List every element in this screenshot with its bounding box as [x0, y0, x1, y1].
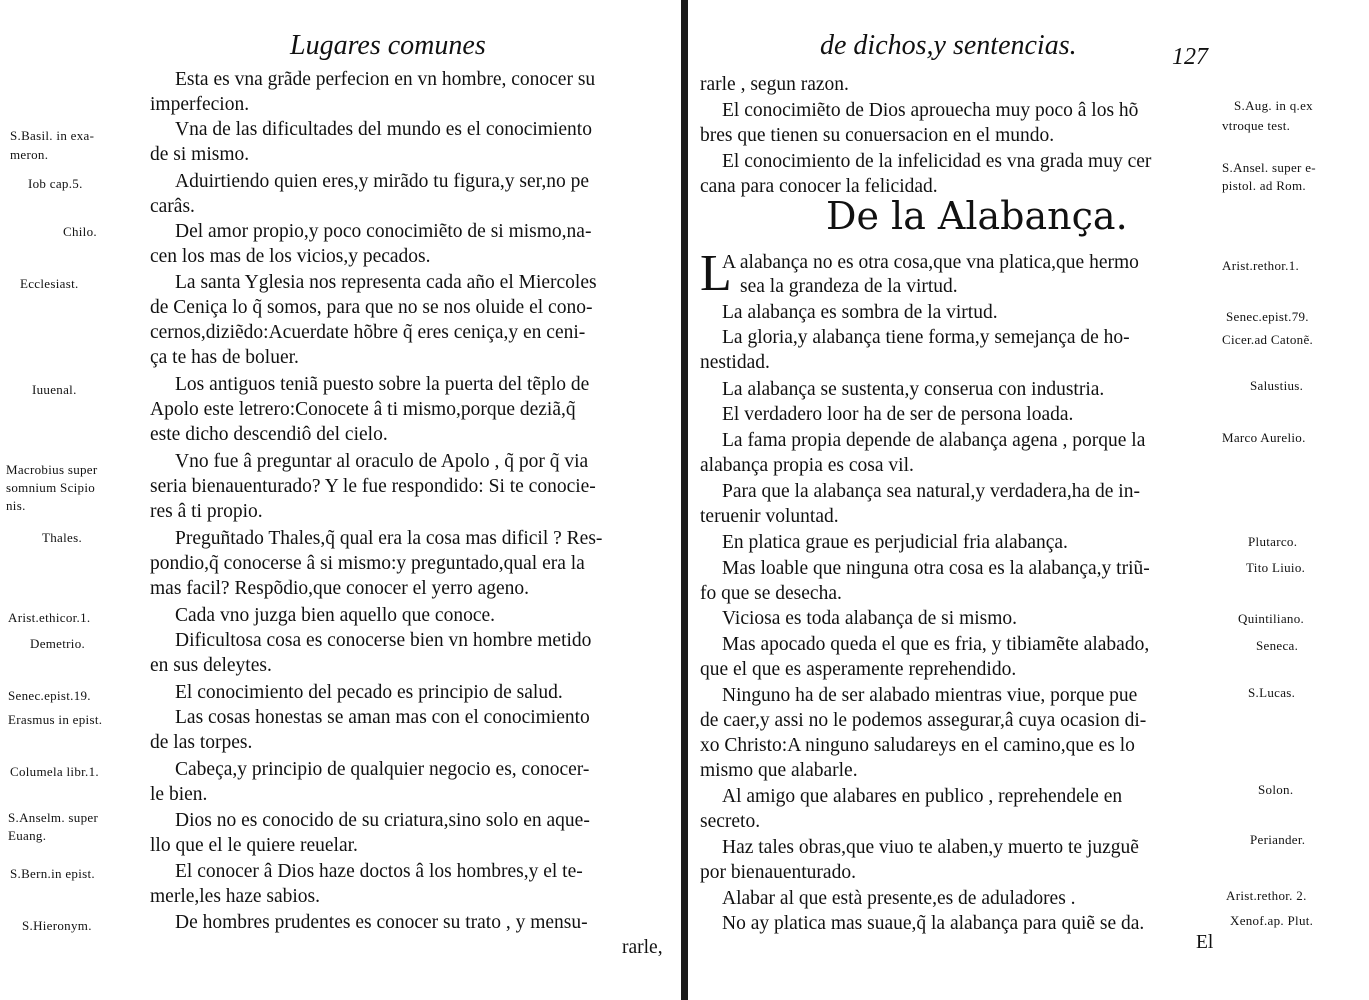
margin-note: Salustius.: [1250, 378, 1304, 393]
text-line: llo que el le quiere reuelar.: [150, 835, 358, 856]
margin-note: Xenof.ap. Plut.: [1230, 913, 1314, 928]
text-line: de caer,y assi no le podemos assegurar,â cuya ocasion di-: [700, 710, 1147, 731]
text-line: La fama propia depende de alabança agena , porque la: [722, 430, 1146, 451]
margin-note: Cicer.ad Catonẽ.: [1222, 332, 1314, 347]
text-line: Vna de las dificultades del mundo es el conocimiento: [175, 119, 592, 140]
margin-note: Erasmus in epist.: [8, 712, 103, 727]
text-line: Los antiguos teniã puesto sobre la puerta del tẽplo de: [175, 374, 590, 395]
text-line: Mas loable que ninguna otra cosa es la alabança,y triũ-: [722, 558, 1150, 579]
margin-note: Tito Liuio.: [1246, 560, 1306, 575]
text-line: pondio,q̃ conocerse â si mismo:y preguntado,qual era la: [150, 553, 585, 574]
margin-note: Arist.rethor.1.: [1222, 258, 1300, 273]
text-line: La gloria,y alabança tiene forma,y semejança de ho-: [722, 327, 1130, 348]
text-line: Cada vno juzga bien aquello que conoce.: [175, 605, 496, 626]
text-line: este dicho descendiô del cielo.: [150, 424, 388, 445]
margin-note: Quintiliano.: [1238, 611, 1305, 626]
margin-note: Ecclesiast.: [20, 276, 79, 291]
text-line: fo que se desecha.: [700, 583, 842, 604]
text-line: de si mismo.: [150, 144, 250, 165]
text-line: En platica graue es perjudicial fria alabança.: [722, 532, 1068, 553]
text-line: secreto.: [700, 811, 761, 832]
text-line: La santa Yglesia nos representa cada año el Miercoles: [175, 272, 597, 293]
text-line: Esta es vna grãde perfecion en vn hombre, conocer su: [175, 69, 596, 90]
margin-note: Chilo.: [63, 224, 97, 239]
text-line: De hombres prudentes es conocer su trato , y mensu-: [175, 912, 588, 933]
margin-note: somnium Scipio: [6, 480, 96, 495]
text-line: La alabança es sombra de la virtud.: [722, 302, 998, 323]
catchword: El: [1196, 932, 1214, 953]
text-line: Apolo este letrero:Conocete â ti mismo,porque deziã,q̃: [150, 399, 576, 420]
text-line: rarle , segun razon.: [700, 74, 849, 95]
text-line: mismo que alabarle.: [700, 760, 858, 781]
text-line: Vno fue â preguntar al oraculo de Apolo , q̃ por q̃ via: [175, 451, 589, 472]
text-line: de las torpes.: [150, 732, 253, 753]
text-line: El conocimiẽto de Dios aprouecha muy poco â los hõ: [722, 100, 1139, 121]
text-line: Mas apocado queda el que es fria, y tibiamẽte alabado,: [722, 634, 1150, 655]
margin-note: S.Ansel. super e-: [1222, 160, 1316, 175]
text-line: Del amor propio,y poco conocimiẽto de si mismo,na-: [175, 221, 592, 242]
text-line: sea la grandeza de la virtud.: [740, 276, 958, 297]
margin-note: Demetrio.: [30, 636, 86, 651]
margin-note: vtroque test.: [1222, 118, 1291, 133]
text-line: rarle,: [622, 937, 663, 958]
text-line: nestidad.: [700, 352, 770, 373]
text-line: cen los mas de los vicios,y pecados.: [150, 246, 431, 267]
margin-note: S.Lucas.: [1248, 685, 1296, 700]
text-line: Dificultosa cosa es conocerse bien vn hombre metido: [175, 630, 592, 651]
margin-note: Iob cap.5.: [28, 176, 83, 191]
text-line: No ay platica mas suaue,q̃ la alabança para quiẽ se da.: [722, 913, 1145, 934]
text-line: alabança propia es cosa vil.: [700, 455, 914, 476]
text-line: Al amigo que alabares en publico , reprehendele en: [722, 786, 1123, 807]
text-line: Alabar al que està presente,es de aduladores .: [722, 888, 1076, 909]
text-line: Ninguno ha de ser alabado mientras viue, porque pue: [722, 685, 1138, 706]
margin-note: nis.: [6, 498, 26, 513]
text-line: Para que la alabança sea natural,y verdadera,ha de in-: [722, 481, 1140, 502]
text-line: El conocimiento de la infelicidad es vna grada muy cer: [722, 151, 1152, 172]
text-line: Viciosa es toda alabança de si mismo.: [722, 608, 1018, 629]
margin-note: Seneca.: [1256, 638, 1299, 653]
left-running-head: Lugares comunes: [290, 30, 486, 61]
right-running-head: de dichos,y sentencias.: [820, 30, 1077, 61]
text-line: merle,les haze sabios.: [150, 886, 321, 907]
text-line: res â ti propio.: [150, 501, 263, 522]
margin-note: pistol. ad Rom.: [1222, 178, 1306, 193]
text-line: por bienauenturado.: [700, 862, 856, 883]
text-line: El conocer â Dios haze doctos â los hombres,y el te-: [175, 861, 583, 882]
text-line: Aduirtiendo quien eres,y mirãdo tu figura,y ser,no pe: [175, 171, 590, 192]
margin-note: Senec.epist.19.: [8, 688, 91, 703]
text-line: El conocimiento del pecado es principio de salud.: [175, 682, 563, 703]
text-line: A alabança no es otra cosa,que vna platica,que hermo: [722, 252, 1139, 273]
text-line: Preguñtado Thales,q̃ qual era la cosa mas dificil ? Res-: [175, 528, 603, 549]
text-line: mas facil? Respõdio,que conocer el yerro ageno.: [150, 578, 530, 599]
text-line: de Ceniça lo q̃ somos, para que no se nos oluide el cono-: [150, 297, 593, 318]
page-gutter: [681, 0, 688, 1000]
text-line: xo Christo:A ninguno saludareys en el camino,que es lo: [700, 735, 1135, 756]
text-line: cana para conocer la felicidad.: [700, 176, 938, 197]
text-line: teruenir voluntad.: [700, 506, 839, 527]
margin-note: Columela libr.1.: [10, 764, 99, 779]
margin-note: Marco Aurelio.: [1222, 430, 1306, 445]
text-line: La alabança se sustenta,y conserua con industria.: [722, 379, 1105, 400]
margin-note: meron.: [10, 147, 49, 162]
margin-note: Senec.epist.79.: [1226, 309, 1309, 324]
text-line: en sus deleytes.: [150, 655, 272, 676]
text-line: seria bienauenturado? Y le fue respondido: Si te conocie-: [150, 476, 596, 497]
text-line: imperfecion.: [150, 94, 250, 115]
text-line: que el que es asperamente reprehendido.: [700, 659, 1017, 680]
section-heading: De la Alabança.: [826, 194, 1128, 238]
text-line: El verdadero loor ha de ser de persona loada.: [722, 404, 1074, 425]
margin-note: Solon.: [1258, 782, 1294, 797]
margin-note: S.Aug. in q.ex: [1234, 98, 1313, 113]
margin-note: Iuuenal.: [32, 382, 77, 397]
margin-note: Arist.rethor. 2.: [1226, 888, 1307, 903]
margin-note: Euang.: [8, 828, 47, 843]
text-line: Haz tales obras,que viuo te alaben,y muerto te juzguẽ: [722, 837, 1139, 858]
text-line: Cabeça,y principio de qualquier negocio es, conocer-: [175, 759, 590, 780]
text-line: Las cosas honestas se aman mas con el conocimiento: [175, 707, 590, 728]
text-line: bres que tienen su conuersacion en el mundo.: [700, 125, 1055, 146]
margin-note: S.Bern.in epist.: [10, 866, 95, 881]
margin-note: Periander.: [1250, 832, 1306, 847]
margin-note: Macrobius super: [6, 462, 98, 477]
margin-note: Thales.: [42, 530, 83, 545]
text-line: cernos,diziẽdo:Acuerdate hõbre q̃ eres ceniça,y en ceni-: [150, 322, 586, 343]
text-line: ça te has de boluer.: [150, 347, 299, 368]
text-line: le bien.: [150, 784, 208, 805]
text-line: Dios no es conocido de su criatura,sino solo en aque-: [175, 810, 590, 831]
drop-cap: L: [700, 245, 732, 302]
page-number: 127: [1172, 44, 1208, 70]
margin-note: Arist.ethicor.1.: [8, 610, 91, 625]
margin-note: S.Hieronym.: [22, 918, 92, 933]
margin-note: Plutarco.: [1248, 534, 1298, 549]
text-line: carâs.: [150, 196, 195, 217]
margin-note: S.Basil. in exa-: [10, 128, 95, 143]
margin-note: S.Anselm. super: [8, 810, 99, 825]
